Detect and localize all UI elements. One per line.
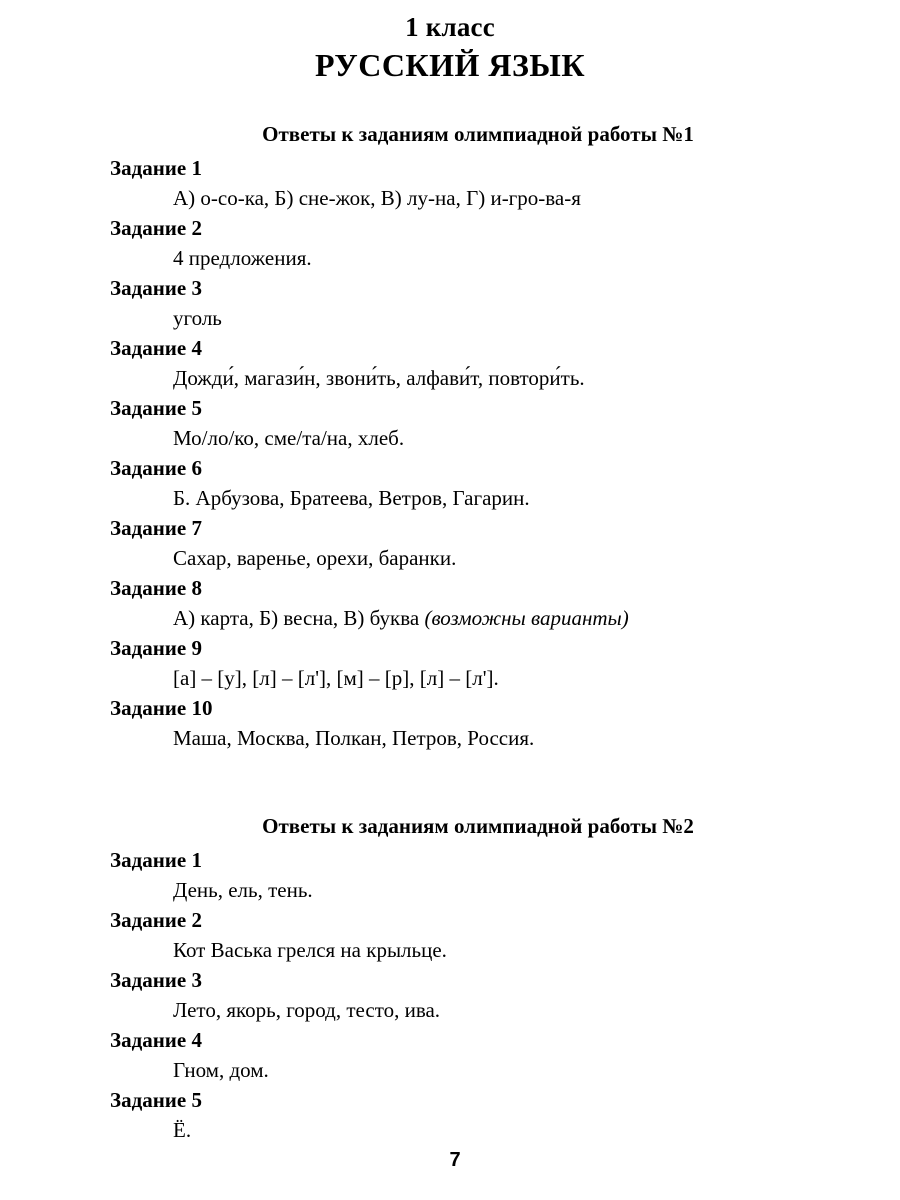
- task-label: Задание 3: [110, 276, 202, 300]
- task-answer: [0, 1055, 900, 1085]
- task-entry: [0, 333, 900, 393]
- task-answer: [0, 935, 900, 965]
- task-label: Задание 5: [110, 396, 202, 420]
- task-entry: [0, 573, 900, 633]
- section-heading: Ответы к заданиям олимпиадной работы №2: [262, 814, 694, 838]
- task-entry: [0, 513, 900, 573]
- task-entry: [0, 1085, 900, 1145]
- task-answer: [0, 1115, 900, 1145]
- task-answer-text: А) о-со-ка, Б) сне-жок, В) лу-на, Г) и-гро-ва-я: [173, 186, 581, 210]
- task-label: Задание 2: [110, 908, 202, 932]
- task-answer: [0, 423, 900, 453]
- answers-section: [0, 811, 900, 1145]
- task-answer-text: Кот Васька грелся на крыльце.: [173, 938, 447, 962]
- task-answer-text: День, ель, тень.: [173, 878, 313, 902]
- task-answer-text: Лето, якорь, город, тесто, ива.: [173, 998, 441, 1022]
- task-answer-text: Мо/ло/ко, сме/та/на, хлеб.: [173, 426, 405, 450]
- page-number: 7: [449, 1149, 461, 1171]
- task-answer: [0, 183, 900, 213]
- document-title-block: [0, 0, 900, 85]
- task-answer-text: Гном, дом.: [173, 1058, 269, 1082]
- task-label: Задание 3: [110, 968, 202, 992]
- task-label: Задание 7: [110, 516, 202, 540]
- task-label: Задание 4: [110, 1028, 202, 1052]
- task-answer: [0, 875, 900, 905]
- task-label: Задание 1: [110, 156, 202, 180]
- task-answer-text: 4 предложения.: [173, 246, 312, 270]
- task-answer-text: А) карта, Б) весна, В) буква: [173, 606, 425, 630]
- task-entry: [0, 393, 900, 453]
- page-footer: [0, 1148, 900, 1172]
- task-label: Задание 4: [110, 336, 202, 360]
- task-answer: [0, 723, 900, 753]
- task-answer: [0, 995, 900, 1025]
- task-label: Задание 6: [110, 456, 202, 480]
- task-answer: [0, 303, 900, 333]
- task-entry: [0, 153, 900, 213]
- task-label: Задание 9: [110, 636, 202, 660]
- task-answer: [0, 243, 900, 273]
- task-entry: [0, 845, 900, 905]
- task-answer-text: Ё.: [173, 1118, 192, 1142]
- task-answer: [0, 483, 900, 513]
- section-heading: Ответы к заданиям олимпиадной работы №1: [262, 122, 694, 146]
- answers-section: [0, 119, 900, 753]
- task-entry: [0, 905, 900, 965]
- task-answer-text: Дожди́, магази́н, звони́ть, алфави́т, повтори́ть.: [173, 366, 585, 390]
- page-title-grade: 1 класс: [405, 12, 495, 42]
- task-label: Задание 10: [110, 696, 213, 720]
- task-entry: [0, 633, 900, 693]
- task-answer: [0, 363, 900, 393]
- task-entry: [0, 273, 900, 333]
- task-answer-text: Маша, Москва, Полкан, Петров, Россия.: [173, 726, 535, 750]
- task-label: Задание 1: [110, 848, 202, 872]
- task-entry: [0, 1025, 900, 1085]
- task-label: Задание 2: [110, 216, 202, 240]
- task-entry: [0, 965, 900, 1025]
- answers-section-list: [0, 119, 900, 1145]
- task-answer: [0, 663, 900, 693]
- page-title-subject: РУССКИЙ ЯЗЫК: [314, 47, 586, 83]
- task-entry: [0, 213, 900, 273]
- task-label: Задание 8: [110, 576, 202, 600]
- task-answer-text: Сахар, варенье, орехи, баранки.: [173, 546, 457, 570]
- task-answer-text: [а] – [у], [л] – [л'], [м] – [р], [л] – [л'].: [173, 666, 499, 690]
- task-label: Задание 5: [110, 1088, 202, 1112]
- task-answer: [0, 603, 900, 633]
- task-answer: [0, 543, 900, 573]
- task-answer-note: (возможны варианты): [424, 606, 629, 630]
- task-answer-text: уголь: [173, 306, 222, 330]
- task-entry: [0, 453, 900, 513]
- task-entry: [0, 693, 900, 753]
- task-answer-text: Б. Арбузова, Братеева, Ветров, Гагарин.: [173, 486, 530, 510]
